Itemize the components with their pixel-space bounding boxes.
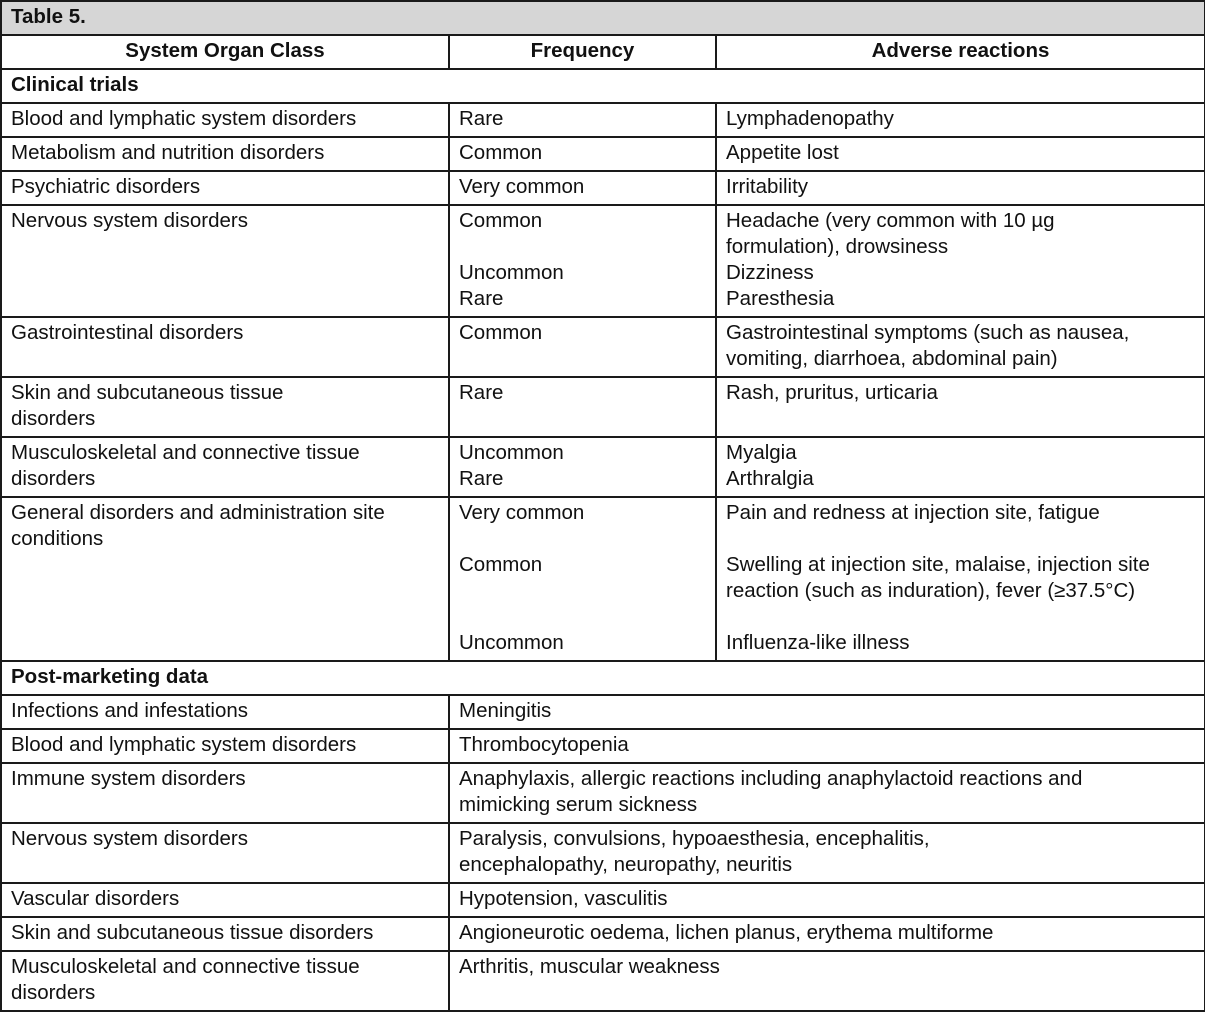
frequency-text: Common [459,209,543,232]
table-row [1,729,1205,763]
adverse-reactions-cell [716,103,1205,137]
system-organ-class-text: Skin and subcutaneous tissue disorders [11,921,374,944]
system-organ-class-text: disorders [11,467,96,490]
adverse-reactions-cell [449,695,1205,729]
system-organ-class-cell [1,763,449,823]
section-row [1,69,1205,103]
system-organ-class-text: conditions [11,527,104,550]
system-organ-class-cell [1,883,449,917]
adverse-reactions-cell [449,729,1205,763]
table-row [1,695,1205,729]
adverse-reactions-cell [716,377,1205,437]
table-row [1,437,1205,497]
table-row [1,317,1205,377]
table-row [1,171,1205,205]
table-caption: Table 5. [1,1,1205,35]
system-organ-class-text: Vascular disorders [11,887,180,910]
table-row [1,497,1205,661]
line-spacer [459,234,706,260]
adverse-reaction-text: Influenza-like illness [726,631,910,654]
table-row [1,205,1205,317]
system-organ-class-text: Infections and infestations [11,699,249,722]
adverse-reactions-cell [449,951,1205,1011]
adverse-reactions-cell [449,883,1205,917]
adverse-reaction-text: Arthritis, muscular weakness [459,955,720,978]
adverse-reaction-text: Hypotension, vasculitis [459,887,668,910]
adverse-reaction-text: Paresthesia [726,287,835,310]
system-organ-class-cell [1,437,449,497]
system-organ-class-cell [1,205,449,317]
system-organ-class-text: Nervous system disorders [11,209,248,232]
adverse-reaction-text: Lymphadenopathy [726,107,894,130]
system-organ-class-text: Psychiatric disorders [11,175,201,198]
system-organ-class-text: Musculoskeletal and connective tissue [11,441,360,464]
adverse-reactions-cell [449,823,1205,883]
adverse-reaction-text: formulation), drowsiness [726,235,949,258]
adverse-reaction-text: Swelling at injection site, malaise, injection site [726,553,1150,576]
system-organ-class-cell [1,917,449,951]
system-organ-class-cell [1,497,449,661]
frequency-cell [449,137,716,171]
system-organ-class-cell [1,137,449,171]
system-organ-class-cell [1,823,449,883]
table-row [1,377,1205,437]
table-row [1,917,1205,951]
adverse-reaction-text: Meningitis [459,699,552,722]
section-title: Clinical trials [1,69,1205,103]
adverse-reaction-text: Gastrointestinal symptoms (such as nausea, [726,321,1130,344]
table-row [1,103,1205,137]
adverse-reactions-cell [716,317,1205,377]
frequency-cell [449,205,716,317]
adverse-reaction-text: Paralysis, convulsions, hypoaesthesia, encephalitis, [459,827,930,850]
adverse-reactions-cell [716,171,1205,205]
section-title: Post-marketing data [1,661,1205,695]
system-organ-class-text: Immune system disorders [11,767,246,790]
system-organ-class-cell [1,729,449,763]
frequency-text: Rare [459,381,504,404]
adverse-reaction-text: Irritability [726,175,809,198]
frequency-cell [449,377,716,437]
system-organ-class-text: Nervous system disorders [11,827,248,850]
frequency-text: Common [459,553,543,576]
system-organ-class-cell [1,103,449,137]
adverse-reaction-text: Pain and redness at injection site, fatigue [726,501,1100,524]
frequency-cell [449,317,716,377]
table-row [1,137,1205,171]
adverse-reaction-text: Angioneurotic oedema, lichen planus, erythema multiforme [459,921,994,944]
system-organ-class-cell [1,377,449,437]
system-organ-class-text: Gastrointestinal disorders [11,321,244,344]
frequency-text: Rare [459,107,504,130]
adverse-reactions-cell [716,137,1205,171]
system-organ-class-cell [1,317,449,377]
system-organ-class-text: Musculoskeletal and connective tissue [11,955,360,978]
frequency-text: Uncommon [459,631,564,654]
adverse-reaction-text: Headache (very common with 10 µg [726,209,1055,232]
frequency-text: Rare [459,287,504,310]
line-spacer [726,604,1195,630]
system-organ-class-text: Blood and lymphatic system disorders [11,107,357,130]
system-organ-class-text: disorders [11,407,96,430]
header-system-organ-class: System Organ Class [1,35,449,69]
system-organ-class-cell [1,171,449,205]
adverse-reaction-text: Appetite lost [726,141,839,164]
adverse-reaction-text: Anaphylaxis, allergic reactions including anaphylactoid reactions and [459,767,1083,790]
system-organ-class-text: disorders [11,981,96,1004]
frequency-cell [449,171,716,205]
table-row [1,883,1205,917]
frequency-text: Common [459,321,543,344]
table-row [1,763,1205,823]
system-organ-class-text: General disorders and administration site [11,501,385,524]
table-row [1,823,1205,883]
adverse-reaction-text: Myalgia [726,441,797,464]
line-spacer [459,578,706,604]
system-organ-class-text: Skin and subcutaneous tissue [11,381,284,404]
adverse-reaction-text: mimicking serum sickness [459,793,698,816]
frequency-text: Very common [459,501,585,524]
adverse-reaction-text: Dizziness [726,261,814,284]
frequency-text: Uncommon [459,261,564,284]
line-spacer [726,526,1195,552]
frequency-text: Common [459,141,543,164]
frequency-cell [449,497,716,661]
adverse-reactions-cell [716,205,1205,317]
system-organ-class-cell [1,695,449,729]
system-organ-class-text: Metabolism and nutrition disorders [11,141,325,164]
adverse-reactions-cell [716,497,1205,661]
table-body [1,1,1205,1011]
frequency-cell [449,103,716,137]
adverse-reactions-cell [449,763,1205,823]
adverse-reaction-text: reaction (such as induration), fever (≥37.5°C) [726,579,1136,602]
caption-row [1,1,1205,35]
header-adverse-reactions: Adverse reactions [716,35,1205,69]
frequency-text: Uncommon [459,441,564,464]
section-row [1,661,1205,695]
adverse-reactions-cell [449,917,1205,951]
line-spacer [459,604,706,630]
adverse-reaction-text: encephalopathy, neuropathy, neuritis [459,853,793,876]
frequency-cell [449,437,716,497]
line-spacer [459,526,706,552]
header-row [1,35,1205,69]
adverse-reactions-cell [716,437,1205,497]
frequency-text: Very common [459,175,585,198]
table-row [1,951,1205,1011]
adverse-reaction-text: Rash, pruritus, urticaria [726,381,938,404]
adverse-reaction-text: Arthralgia [726,467,814,490]
header-frequency: Frequency [449,35,716,69]
system-organ-class-cell [1,951,449,1011]
system-organ-class-text: Blood and lymphatic system disorders [11,733,357,756]
adverse-reaction-text: Thrombocytopenia [459,733,629,756]
adverse-reaction-text: vomiting, diarrhoea, abdominal pain) [726,347,1058,370]
frequency-text: Rare [459,467,504,490]
